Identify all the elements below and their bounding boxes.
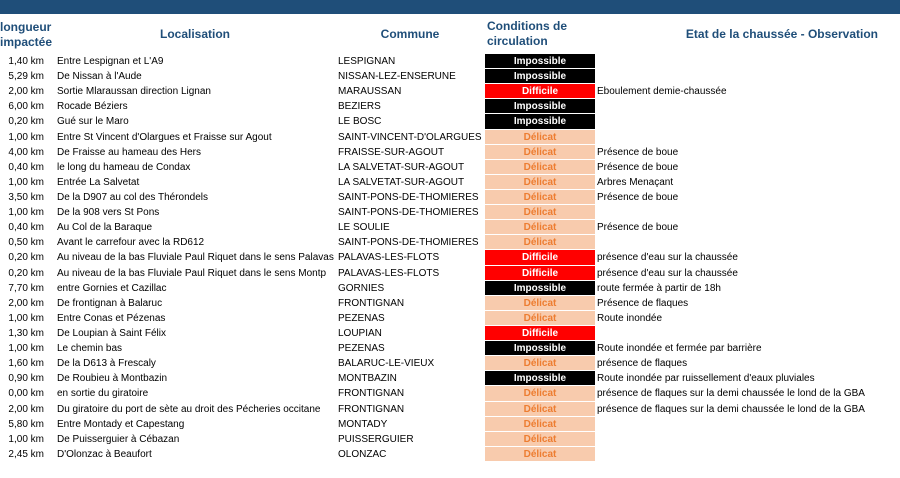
localisation-cell: De Loupian à Saint Félix xyxy=(57,327,166,339)
table-row xyxy=(0,402,900,417)
length-cell: 1,00 km xyxy=(8,176,44,188)
observation-cell: présence de flaques xyxy=(597,358,688,370)
table-row xyxy=(0,447,900,462)
table-row xyxy=(0,235,900,250)
commune-cell: SAINT-PONS-DE-THOMIERES xyxy=(338,207,479,219)
table-row xyxy=(0,220,900,235)
table-row xyxy=(0,250,900,265)
header-localisation: Localisation xyxy=(159,27,230,41)
condition-badge: Impossible xyxy=(485,69,595,84)
condition-badge: Difficile xyxy=(485,250,595,265)
localisation-cell: Au Col de la Baraque xyxy=(57,222,153,234)
localisation-cell: De frontignan à Balaruc xyxy=(57,297,163,309)
observation-cell: route fermée à partir de 18h xyxy=(597,282,721,294)
commune-cell: PALAVAS-LES-FLOTS xyxy=(338,267,440,279)
condition-badge: Impossible xyxy=(485,99,595,114)
commune-cell: LA SALVETAT-SUR-AGOUT xyxy=(338,176,465,188)
localisation-cell: Entre Conas et Pézenas xyxy=(57,312,166,324)
condition-badge: Délicat xyxy=(485,402,595,417)
header-longueur-line1: longueur xyxy=(0,20,52,34)
length-cell: 0,20 km xyxy=(8,116,44,128)
length-cell: 1,00 km xyxy=(8,312,44,324)
observation-cell xyxy=(597,130,900,145)
length-cell: 7,70 km xyxy=(8,282,44,294)
localisation-cell: Avant le carrefour avec la RD612 xyxy=(57,237,205,249)
localisation-cell: De Roubieu à Montbazin xyxy=(57,373,168,385)
localisation-cell: Du giratoire du port de sète au droit des Pécheries occitane xyxy=(57,403,321,415)
length-cell: 1,00 km xyxy=(8,131,44,143)
observation-cell xyxy=(597,447,900,462)
condition-badge: Délicat xyxy=(485,296,595,311)
observation-cell: Eboulement demie-chaussée xyxy=(597,86,727,98)
condition-badge: Délicat xyxy=(485,417,595,432)
localisation-cell: De Fraisse au hameau des Hers xyxy=(57,146,201,158)
commune-cell: LE BOSC xyxy=(338,116,382,128)
commune-cell: GORNIES xyxy=(338,282,385,294)
observation-cell xyxy=(597,326,900,341)
localisation-cell: De la 908 vers St Pons xyxy=(57,207,160,219)
observation-cell: présence d'eau sur la chaussée xyxy=(597,252,738,264)
observation-cell: présence de flaques sur la demi chaussée le lond de la GBA xyxy=(597,388,865,400)
commune-cell: PEZENAS xyxy=(338,343,385,355)
condition-badge: Difficile xyxy=(485,326,595,341)
localisation-cell: De la D613 à Frescaly xyxy=(57,358,156,370)
table-row xyxy=(0,84,900,99)
localisation-cell: en sortie du giratoire xyxy=(57,388,149,400)
localisation-cell: D'Olonzac à Beaufort xyxy=(57,448,152,460)
commune-cell: SAINT-VINCENT-D'OLARGUES xyxy=(338,131,482,143)
commune-cell: PUISSERGUIER xyxy=(338,433,414,445)
table-row xyxy=(0,54,900,69)
table-row xyxy=(0,356,900,371)
header-conditions-line2: circulation xyxy=(487,34,548,48)
observation-cell: Présence de boue xyxy=(597,222,679,234)
condition-badge: Délicat xyxy=(485,432,595,447)
table-row xyxy=(0,311,900,326)
condition-badge: Délicat xyxy=(485,130,595,145)
observation-cell: Route inondée et fermée par barrière xyxy=(597,343,762,355)
length-cell: 6,00 km xyxy=(8,101,44,113)
observation-cell: Présence de boue xyxy=(597,161,679,173)
commune-cell: OLONZAC xyxy=(338,448,387,460)
length-cell: 5,80 km xyxy=(8,418,44,430)
table-row xyxy=(0,371,900,386)
observation-cell xyxy=(597,417,900,432)
commune-cell: BALARUC-LE-VIEUX xyxy=(338,358,435,370)
length-cell: 3,50 km xyxy=(8,191,44,203)
table-header xyxy=(0,14,900,54)
localisation-cell: Entrée La Salvetat xyxy=(57,176,140,188)
length-cell: 0,50 km xyxy=(8,237,44,249)
length-cell: 2,00 km xyxy=(8,297,44,309)
table-row xyxy=(0,432,900,447)
table-row xyxy=(0,69,900,84)
observation-cell xyxy=(597,235,900,250)
table-row xyxy=(0,114,900,129)
observation-cell: Présence de boue xyxy=(597,191,679,203)
commune-cell: FRONTIGNAN xyxy=(338,403,405,415)
length-cell: 1,30 km xyxy=(8,327,44,339)
commune-cell: FRONTIGNAN xyxy=(338,297,405,309)
table-row xyxy=(0,341,900,356)
length-cell: 0,40 km xyxy=(8,222,44,234)
length-cell: 1,00 km xyxy=(8,433,44,445)
observation-cell: Route inondée xyxy=(597,312,663,324)
localisation-cell: De la D907 au col des Thérondels xyxy=(57,191,209,203)
header-conditions xyxy=(487,19,595,49)
observation-cell: Présence de flaques xyxy=(597,297,689,309)
table-row xyxy=(0,205,900,220)
length-cell: 0,00 km xyxy=(8,388,44,400)
observation-cell xyxy=(597,54,900,69)
condition-badge: Délicat xyxy=(485,235,595,250)
condition-badge: Délicat xyxy=(485,175,595,190)
length-cell: 1,40 km xyxy=(8,56,44,67)
table-row xyxy=(0,281,900,296)
localisation-cell: Le chemin bas xyxy=(57,343,123,355)
length-cell: 2,45 km xyxy=(8,448,44,460)
localisation-cell: Sortie Mlaraussan direction Lignan xyxy=(57,86,211,98)
commune-cell: BEZIERS xyxy=(338,101,381,113)
observation-cell xyxy=(597,114,900,129)
condition-badge: Délicat xyxy=(485,356,595,371)
commune-cell: NISSAN-LEZ-ENSERUNE xyxy=(338,71,456,83)
condition-badge: Délicat xyxy=(485,447,595,462)
condition-badge: Délicat xyxy=(485,220,595,235)
commune-cell: FRAISSE-SUR-AGOUT xyxy=(338,146,445,158)
condition-badge: Délicat xyxy=(485,190,595,205)
localisation-cell: De Nissan à l'Aude xyxy=(57,71,142,83)
table-row xyxy=(0,99,900,114)
commune-cell: LE SOULIE xyxy=(338,222,390,234)
table-row xyxy=(0,145,900,160)
header-conditions-line1: Conditions de xyxy=(487,19,567,33)
localisation-cell: Entre St Vincent d'Olargues et Fraisse sur Agout xyxy=(57,131,272,143)
condition-badge: Difficile xyxy=(485,84,595,99)
length-cell: 4,00 km xyxy=(8,146,44,158)
commune-cell: LA SALVETAT-SUR-AGOUT xyxy=(338,161,465,173)
observation-cell: Arbres Menaçant xyxy=(597,176,674,188)
localisation-cell: Entre Montady et Capestang xyxy=(57,418,185,430)
observation-cell: présence de flaques sur la demi chaussée le lond de la GBA xyxy=(597,403,865,415)
length-cell: 5,29 km xyxy=(8,71,44,83)
commune-cell: LESPIGNAN xyxy=(338,56,396,67)
condition-badge: Délicat xyxy=(485,205,595,220)
condition-badge: Délicat xyxy=(485,386,595,401)
observation-cell xyxy=(597,69,900,84)
observation-cell xyxy=(597,205,900,220)
table-body xyxy=(0,54,900,462)
commune-cell: PALAVAS-LES-FLOTS xyxy=(338,252,440,264)
table-row xyxy=(0,190,900,205)
length-cell: 2,00 km xyxy=(8,403,44,415)
condition-badge: Impossible xyxy=(485,341,595,356)
table-row xyxy=(0,386,900,401)
localisation-cell: Au niveau de la bas Fluviale Paul Riquet dans le sens Palavas xyxy=(57,252,334,264)
observation-cell xyxy=(597,99,900,114)
observation-cell: présence d'eau sur la chaussée xyxy=(597,267,738,279)
observation-cell xyxy=(597,432,900,447)
commune-cell: LOUPIAN xyxy=(338,327,382,339)
header-longueur-line2: impactée xyxy=(0,35,53,49)
commune-cell: MONTBAZIN xyxy=(338,373,397,385)
table-row xyxy=(0,296,900,311)
header-commune: Commune xyxy=(380,27,440,41)
condition-badge: Délicat xyxy=(485,160,595,175)
header-observation: Etat de la chaussée - Observation xyxy=(685,27,878,41)
localisation-cell: Au niveau de la bas Fluviale Paul Riquet dans le sens Montp xyxy=(57,267,327,279)
condition-badge: Impossible xyxy=(485,114,595,129)
length-cell: 1,00 km xyxy=(8,207,44,219)
observation-cell: Route inondée par ruissellement d'eaux pluviales xyxy=(597,373,815,385)
length-cell: 0,20 km xyxy=(8,267,44,279)
table-row xyxy=(0,160,900,175)
condition-badge: Impossible xyxy=(485,371,595,386)
length-cell: 1,60 km xyxy=(8,358,44,370)
localisation-cell: le long du hameau de Condax xyxy=(57,161,191,173)
table-row xyxy=(0,130,900,145)
top-banner xyxy=(0,0,900,14)
condition-badge: Impossible xyxy=(485,54,595,69)
table-row xyxy=(0,175,900,190)
header-longueur xyxy=(0,20,53,50)
localisation-cell: Entre Lespignan et L'A9 xyxy=(57,56,164,67)
condition-badge: Impossible xyxy=(485,281,595,296)
commune-cell: SAINT-PONS-DE-THOMIERES xyxy=(338,191,479,203)
table-row xyxy=(0,266,900,281)
commune-cell: MARAUSSAN xyxy=(338,86,402,98)
table-row xyxy=(0,326,900,341)
length-cell: 0,90 km xyxy=(8,373,44,385)
commune-cell: FRONTIGNAN xyxy=(338,388,405,400)
observation-cell: Présence de boue xyxy=(597,146,679,158)
commune-cell: SAINT-PONS-DE-THOMIERES xyxy=(338,237,479,249)
length-cell: 1,00 km xyxy=(8,343,44,355)
condition-badge: Délicat xyxy=(485,145,595,160)
length-cell: 0,20 km xyxy=(8,252,44,264)
table-row xyxy=(0,417,900,432)
condition-badge: Difficile xyxy=(485,266,595,281)
length-cell: 2,00 km xyxy=(8,86,44,98)
localisation-cell: Gué sur le Maro xyxy=(57,116,129,128)
localisation-cell: De Puisserguier à Cébazan xyxy=(57,433,180,445)
localisation-cell: Rocade Béziers xyxy=(57,101,128,113)
commune-cell: PEZENAS xyxy=(338,312,385,324)
localisation-cell: entre Gornies et Cazillac xyxy=(57,282,167,294)
commune-cell: MONTADY xyxy=(338,418,388,430)
condition-badge: Délicat xyxy=(485,311,595,326)
length-cell: 0,40 km xyxy=(8,161,44,173)
